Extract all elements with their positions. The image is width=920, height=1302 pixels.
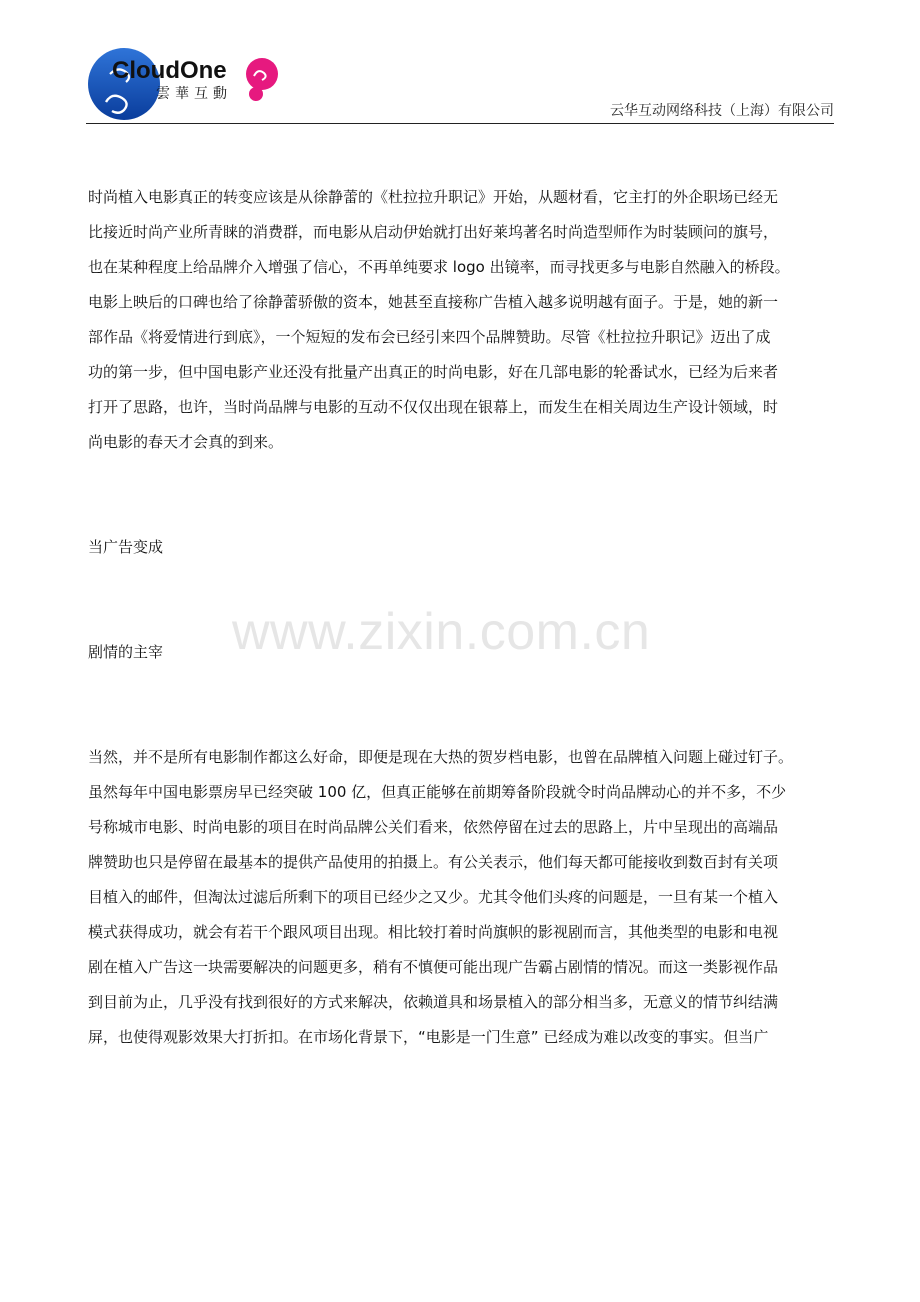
watermark: www.zixin.com.cn bbox=[232, 603, 651, 661]
text-line: 屏，也使得观影效果大打折扣。在市场化背景下，“电影是一门生意” 已经成为难以改变的事实。但当广 bbox=[88, 1028, 769, 1046]
text-line: 号称城市电影、时尚电影的项目在时尚品牌公关们看来，依然停留在过去的思路上，片中呈现出的高端品 bbox=[88, 818, 779, 836]
section-heading-1: 当广告变成 bbox=[88, 538, 164, 556]
text-line: 部作品《将爱情进行到底》，一个短短的发布会已经引来四个品牌赞助。尽管《杜拉拉升职记》迈出了成 bbox=[88, 328, 771, 346]
text-line: 时尚植入电影真正的转变应该是从徐静蕾的《杜拉拉升职记》开始，从题材看，它主打的外企职场已经无 bbox=[88, 188, 779, 206]
text-line: 也在某种程度上给品牌介入增强了信心，不再单纯要求 logo 出镜率，而寻找更多与电影自然融入的桥段。 bbox=[88, 258, 790, 276]
spacer bbox=[88, 670, 834, 705]
text-line: 电影上映后的口碑也给了徐静蕾骄傲的资本，她甚至直接称广告植入越多说明越有面子。于是，她的新一 bbox=[88, 293, 779, 311]
paragraph-2 bbox=[88, 740, 834, 1055]
text-line: 模式获得成功，就会有若干个跟风项目出现。相比较打着时尚旗帜的影视剧而言，其他类型的电影和电视 bbox=[88, 923, 779, 941]
text-line: 比接近时尚产业所青睐的消费群，而电影从启动伊始就打出好莱坞著名时尚造型师作为时装顾问的旗号， bbox=[88, 223, 779, 241]
header-divider bbox=[86, 123, 834, 124]
text-line: 到目前为止，几乎没有找到很好的方式来解决，依赖道具和场景植入的部分相当多，无意义的情节纠结满 bbox=[88, 993, 779, 1011]
spacer bbox=[88, 705, 834, 740]
spacer bbox=[88, 600, 834, 635]
text-line: 当然，并不是所有电影制作都这么好命，即便是现在大热的贺岁档电影，也曾在品牌植入问题上碰过钉子。 bbox=[88, 748, 794, 766]
page-header bbox=[86, 44, 834, 124]
text-line: 剧在植入广告这一块需要解决的问题更多，稍有不慎便可能出现广告霸占剧情的情况。而这一类影视作品 bbox=[88, 958, 779, 976]
text-line: 尚电影的春天才会真的到来。 bbox=[88, 433, 284, 451]
company-name: 云华互动网络科技（上海）有限公司 bbox=[610, 103, 834, 119]
document-body bbox=[88, 180, 834, 1055]
section-heading-2: 剧情的主宰 bbox=[88, 643, 164, 661]
spacer bbox=[88, 565, 834, 600]
spacer bbox=[88, 460, 834, 495]
spacer bbox=[88, 495, 834, 530]
cloudone-logo bbox=[86, 44, 286, 124]
text-line: 虽然每年中国电影票房早已经突破 100 亿，但真正能够在前期筹备阶段就令时尚品牌动心的并不多，不少 bbox=[88, 783, 787, 801]
paragraph-1 bbox=[88, 180, 834, 460]
text-line: 打开了思路，也许，当时尚品牌与电影的互动不仅仅出现在银幕上，而发生在相关周边生产设计领域，时 bbox=[88, 398, 779, 416]
logo-subtext: 雲華互動 bbox=[156, 86, 232, 102]
logo-text: CloudOne bbox=[112, 57, 227, 84]
text-line: 目植入的邮件，但淘汰过滤后所剩下的项目已经少之又少。尤其令他们头疼的问题是，一旦有某一个植入 bbox=[88, 888, 779, 906]
text-line: 牌赞助也只是停留在最基本的提供产品使用的拍摄上。有公关表示，他们每天都可能接收到数百封有关项 bbox=[88, 853, 779, 871]
text-line: 功的第一步，但中国电影产业还没有批量产出真正的时尚电影，好在几部电影的轮番试水，已经为后来者 bbox=[88, 363, 779, 381]
